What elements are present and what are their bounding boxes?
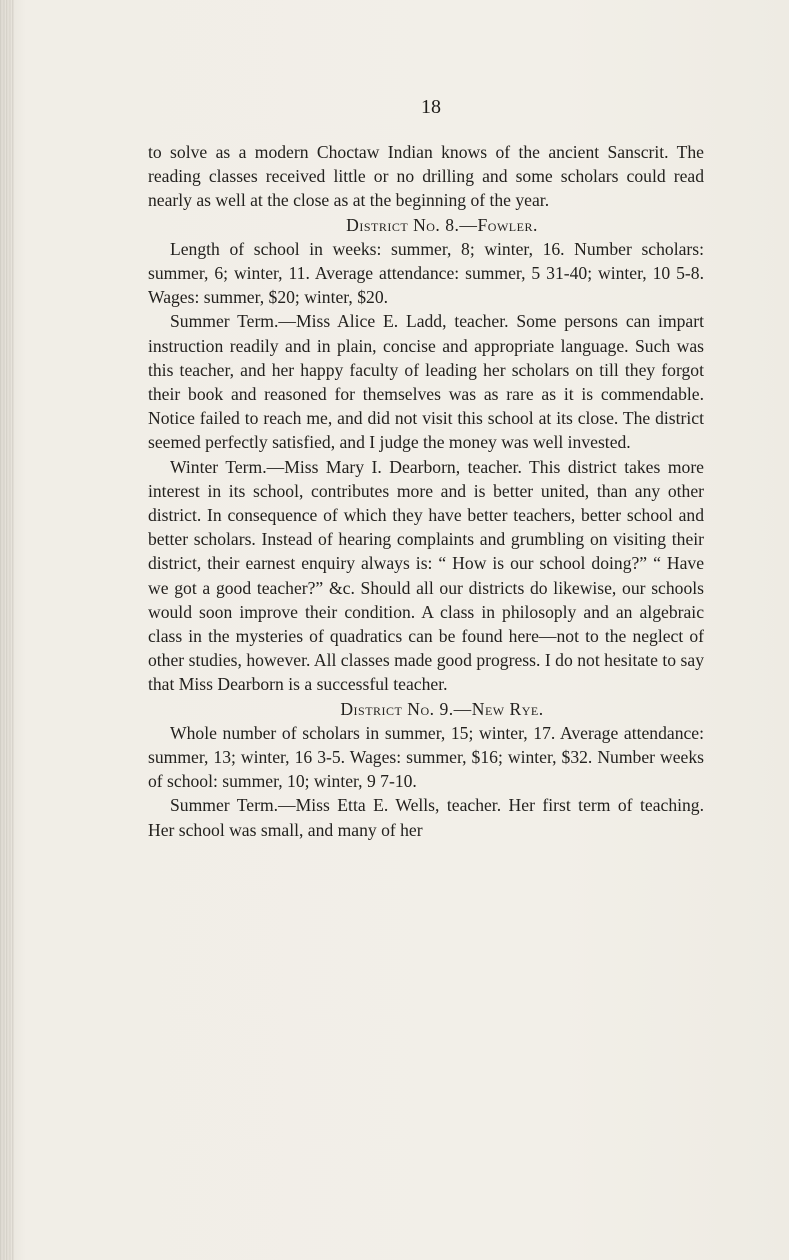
paragraph-district-9-stats: Whole number of scholars in summer, 15; winter, 17. Average attendance: summer, 13; winter, 16 3-5. Wages: summer, $16; winter, $32. Number weeks of school: summer, 10; winter, 9 7-10.	[148, 722, 704, 792]
paragraph-district-8-winter: Winter Term.—Miss Mary I. Dearborn, teacher. This district takes more interest in its school, contributes more and is better united, than any other district. In consequence of which they have better teachers, better school and better scholars. Instead of hearing complaints and grumbling on visiting their district, their earnest enquiry always is: “ How is our school doing?” “ Have we got a good teacher?” &c. Should all our districts do likewise, our schools would soon improve their condition. A class in philosoply and an algebraic class in the mysteries of quadratics can be found here—not to the neglect of other studies, however. All classes made good progress. I do not hesitate to say that Miss Dearborn is a successful teacher.	[148, 456, 704, 695]
heading-district-9: District No. 9.—New Rye.	[340, 698, 544, 719]
paragraph-intro: to solve as a modern Choctaw Indian knows of the ancient Sanscrit. The reading classes received little or no drilling and some scholars could read nearly as well at the close as at the beginning of the year.	[148, 142, 704, 211]
paragraph-district-9-summer: Summer Term.—Miss Etta E. Wells, teacher. Her first term of teaching. Her school was small, and many of her	[148, 795, 704, 840]
body-text	[148, 140, 704, 842]
paragraph-district-8-summer: Summer Term.—Miss Alice E. Ladd, teacher. Some persons can impart instruction readily and in plain, concise and appropriate language. Such was this teacher, and her happy faculty of leading her scholars on till they forgot their book and reasoned for themselves was as rare as it is commendable. Notice failed to reach me, and did not visit this school at its close. The district seemed perfectly satisfied, and I judge the money was well invested.	[148, 311, 704, 453]
heading-district-8: District No. 8.—Fowler.	[346, 214, 538, 235]
paragraph-district-8-stats: Length of school in weeks: summer, 8; winter, 16. Number scholars: summer, 6; winter, 11. Average attendance: summer, 5 31-40; winter, 10 5-8. Wages: summer, $20; winter, $20.	[148, 238, 704, 308]
page-edge	[0, 0, 14, 1260]
page-number: 18	[421, 96, 441, 118]
